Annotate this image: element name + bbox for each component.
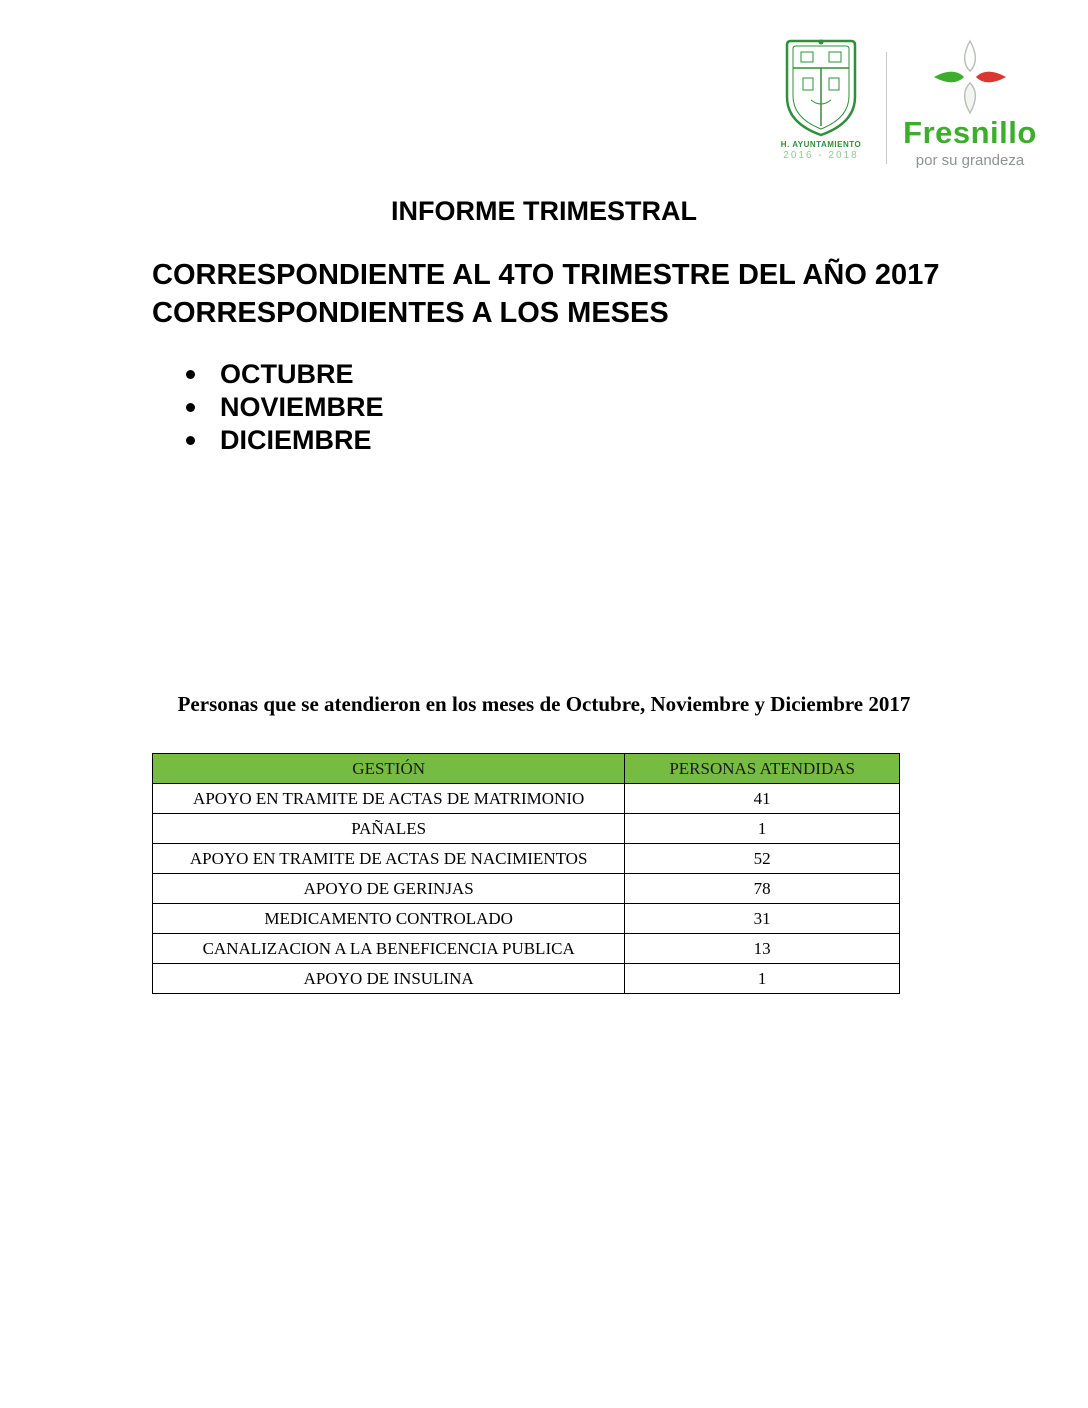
table-row — [153, 904, 900, 934]
gestion-cell: CANALIZACION A LA BENEFICENCIA PUBLICA — [153, 934, 625, 964]
month-item — [186, 424, 384, 457]
header-logos — [762, 38, 1043, 169]
month-item — [186, 358, 384, 391]
crest-caption: H. AYUNTAMIENTO — [780, 140, 862, 149]
crest-years: 2016 - 2018 — [783, 150, 859, 161]
table-header-row — [153, 754, 900, 784]
page-title: INFORME TRIMESTRAL — [391, 196, 697, 226]
fresnillo-flower-icon — [930, 38, 1010, 116]
fresnillo-logo — [897, 38, 1043, 169]
table-row — [153, 934, 900, 964]
gestion-cell: APOYO DE INSULINA — [153, 964, 625, 994]
gestion-cell: APOYO EN TRAMITE DE ACTAS DE NACIMIENTOS — [153, 844, 625, 874]
brand-name: Fresnillo — [903, 115, 1037, 150]
gestion-cell: APOYO DE GERINJAS — [153, 874, 625, 904]
gestion-cell: PAÑALES — [153, 814, 625, 844]
subtitle-line-2: CORRESPONDIENTES A LOS MESES — [152, 297, 669, 329]
table-caption: Personas que se atendieron en los meses de Octubre, Noviembre y Diciembre 2017 — [177, 692, 911, 716]
personas-cell: 78 — [625, 874, 900, 904]
personas-cell: 31 — [625, 904, 900, 934]
table-row — [153, 964, 900, 994]
gestion-cell: APOYO EN TRAMITE DE ACTAS DE MATRIMONIO — [153, 784, 625, 814]
header-personas-atendidas: PERSONAS ATENDIDAS — [625, 754, 900, 784]
month-label: OCTUBRE — [220, 359, 354, 389]
ayuntamiento-crest-logo — [762, 38, 880, 161]
table-row — [153, 784, 900, 814]
personas-cell: 1 — [625, 814, 900, 844]
page-subtitle — [152, 256, 972, 332]
subtitle-line-1: CORRESPONDIENTE AL 4TO TRIMESTRE DEL AÑO 2017 — [152, 259, 940, 291]
personas-cell: 52 — [625, 844, 900, 874]
crest-shield-icon — [783, 38, 859, 138]
personas-atendidas-table — [152, 753, 900, 994]
month-label: NOVIEMBRE — [220, 392, 384, 422]
personas-cell: 41 — [625, 784, 900, 814]
personas-cell: 13 — [625, 934, 900, 964]
months-list — [186, 358, 384, 457]
month-label: DICIEMBRE — [220, 425, 372, 455]
header-gestion: GESTIÓN — [153, 754, 625, 784]
logo-divider — [886, 52, 887, 164]
gestion-cell: MEDICAMENTO CONTROLADO — [153, 904, 625, 934]
table-row — [153, 874, 900, 904]
brand-tagline: por su grandeza — [915, 152, 1025, 169]
table-row — [153, 844, 900, 874]
personas-cell: 1 — [625, 964, 900, 994]
table-row — [153, 814, 900, 844]
month-item — [186, 391, 384, 424]
